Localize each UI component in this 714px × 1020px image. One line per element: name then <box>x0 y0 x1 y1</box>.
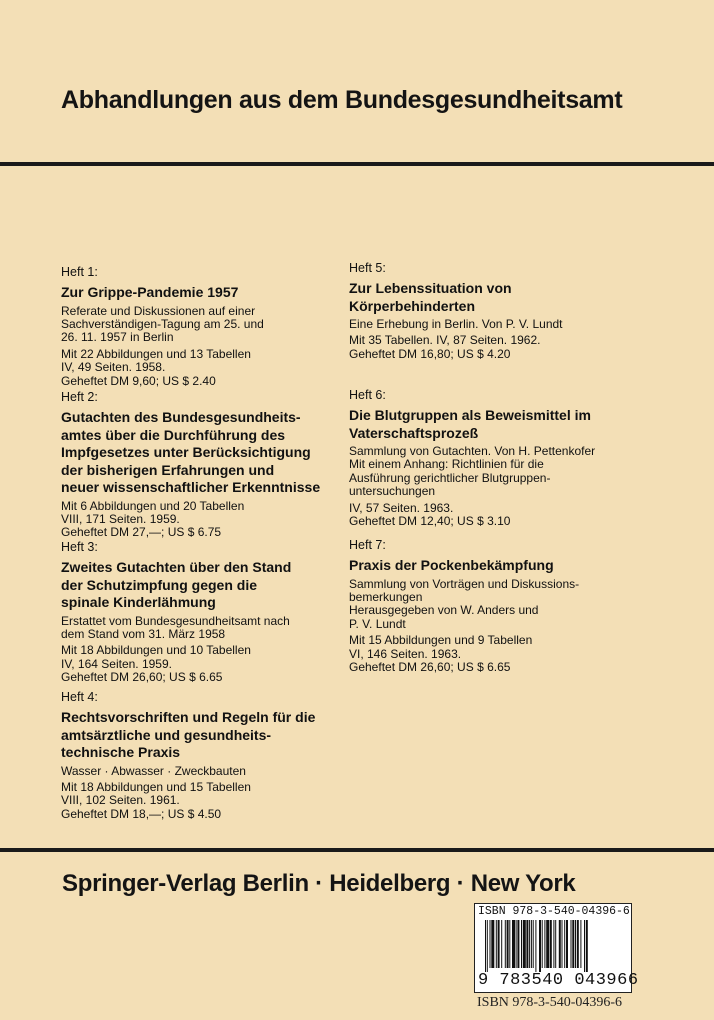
heft-title-line: amtsärztliche und gesundheits- <box>61 726 272 743</box>
barcode-bar <box>487 920 488 972</box>
heft-title-line: Die Blutgruppen als Beweismittel im <box>349 407 591 423</box>
heft-detail-line: Geheftet DM 9,60; US $ 2.40 <box>61 373 216 388</box>
heft-detail-line: VIII, 171 Seiten. 1959. <box>61 511 180 526</box>
barcode-bar <box>566 920 568 968</box>
heft-detail-line: Sammlung von Vorträgen und Diskussions- <box>349 576 580 591</box>
heft-detail-line: Mit 18 Abbildungen und 10 Tabellen <box>61 643 251 658</box>
heft-detail-line: Geheftet DM 18,—; US $ 4.50 <box>61 806 222 821</box>
catalog-entry <box>349 388 639 528</box>
heft-title-line: Praxis der Pockenbekämpfung <box>349 557 554 573</box>
heft-detail-line: dem Stand vom 31. März 1958 <box>61 626 226 641</box>
heft-title <box>61 559 351 612</box>
barcode-bar <box>498 920 500 968</box>
heft-detail-line: Mit 22 Abbildungen und 13 Tabellen <box>61 346 251 361</box>
heft-detail-line: Herausgegeben von W. Anders und <box>349 603 539 618</box>
heft-title <box>61 709 351 762</box>
isbn-label-bottom: ISBN 978-3-540-04396-6 <box>477 995 623 1010</box>
heft-detail-line: IV, 164 Seiten. 1959. <box>61 656 172 671</box>
barcode-bar <box>544 920 545 968</box>
barcode-bar <box>516 920 517 968</box>
heft-detail-line: Mit 35 Tabellen. IV, 87 Seiten. 1962. <box>349 333 541 348</box>
barcode-digits: 9 783540 043966 <box>478 971 639 990</box>
heft-title <box>61 284 351 302</box>
barcode-bar <box>512 920 515 968</box>
heft-detail-line: Mit 15 Abbildungen und 9 Tabellen <box>349 633 533 648</box>
barcode-bar <box>485 920 486 972</box>
heft-detail-line: Mit einem Anhang: Richtlinien für die <box>349 457 544 472</box>
barcode-bar <box>521 920 522 968</box>
heft-detail-line: VIII, 102 Seiten. 1961. <box>61 793 180 808</box>
heft-detail-line: Erstattet vom Bundesgesundheitsamt nach <box>61 613 290 628</box>
barcode-bar <box>491 920 494 968</box>
barcode-bar <box>509 920 510 968</box>
heft-detail-line: Geheftet DM 27,—; US $ 6.75 <box>61 525 222 540</box>
heft-title-line: Vaterschaftsprozeß <box>349 424 479 441</box>
heft-detail-line: Geheftet DM 26,60; US $ 6.65 <box>61 670 223 685</box>
barcode-bar <box>490 920 491 968</box>
barcode-bar <box>535 920 536 972</box>
barcode-bar <box>542 920 543 968</box>
barcode-bar <box>546 920 549 968</box>
barcode-bar <box>562 920 563 968</box>
heft-title-line: der Schutzimpfung gegen die <box>61 576 258 593</box>
heft-detail-line: bemerkungen <box>349 589 423 604</box>
heft-number: Heft 3: <box>61 540 98 554</box>
catalog-entry <box>61 390 351 540</box>
heft-detail-line: Referate und Diskussionen auf einer <box>61 303 256 318</box>
barcode-bar <box>550 920 552 968</box>
heft-title <box>349 407 639 442</box>
heft-title-line: neuer wissenschaftlicher Erkenntnisse <box>61 479 321 495</box>
series-title: Abhandlungen aus dem Bundesgesundheitsamt <box>61 86 623 114</box>
barcode-bar <box>529 920 530 968</box>
barcode-bar <box>575 920 576 968</box>
barcode-bar <box>586 920 588 972</box>
heft-detail-line: Geheftet DM 26,60; US $ 6.65 <box>349 659 511 674</box>
heft-title-line: Impfgesetzes unter Berücksichtigung <box>61 444 311 460</box>
heft-detail-line: IV, 49 Seiten. 1958. <box>61 360 166 375</box>
barcode-bar <box>564 920 565 968</box>
barcode-bar <box>523 920 526 968</box>
heft-number: Heft 6: <box>349 388 386 402</box>
heft-number: Heft 2: <box>61 390 98 404</box>
bottom-rule <box>0 848 714 852</box>
catalog-entry <box>349 538 639 674</box>
heft-detail-line: Geheftet DM 12,40; US $ 3.10 <box>349 514 511 529</box>
barcode-bar <box>539 920 541 972</box>
barcode-bar <box>496 920 497 968</box>
heft-detail-line: Sammlung von Gutachten. Von H. Pettenkofer <box>349 444 596 458</box>
heft-title-line: Zweites Gutachten über den Stand <box>61 559 292 575</box>
heft-number: Heft 5: <box>349 261 386 275</box>
barcode-bar <box>553 920 554 968</box>
heft-title-line: Körperbehinderten <box>349 297 476 314</box>
heft-detail-line: 26. 11. 1957 in Berlin <box>61 330 174 345</box>
barcode-bar <box>505 920 506 968</box>
barcode-bar <box>555 920 556 968</box>
barcode-icon <box>485 920 621 972</box>
publisher-imprint: Springer-Verlag Berlin · Heidelberg · New York <box>62 870 576 897</box>
heft-detail-line: Sachverständigen-Tagung am 25. und <box>61 316 264 331</box>
heft-title-line: technische Praxis <box>61 744 181 760</box>
heft-title-line: Zur Grippe-Pandemie 1957 <box>61 284 239 300</box>
heft-title-line: Gutachten des Bundesgesundheits- <box>61 409 301 425</box>
barcode-bar <box>571 920 572 968</box>
heft-title <box>349 557 639 575</box>
barcode-bar <box>501 920 502 968</box>
heft-detail-line: Geheftet DM 16,80; US $ 4.20 <box>349 346 511 361</box>
barcode-bar <box>526 920 528 968</box>
barcode-bar <box>577 920 579 968</box>
heft-detail-line: IV, 57 Seiten. 1963. <box>349 500 454 515</box>
heft-title-line: Zur Lebenssituation von <box>349 280 512 296</box>
heft-detail-line: untersuchungen <box>349 484 436 499</box>
heft-detail-line: Eine Erhebung in Berlin. Von P. V. Lundt <box>349 317 563 331</box>
heft-number: Heft 1: <box>61 265 98 279</box>
heft-title <box>61 409 351 497</box>
barcode-bar <box>517 920 519 968</box>
barcode-bar <box>584 920 585 972</box>
heft-title <box>349 280 639 315</box>
heft-number: Heft 7: <box>349 538 386 552</box>
heft-detail-line: Ausführung gerichtlicher Blutgruppen- <box>349 470 551 485</box>
catalog-entry <box>349 261 639 361</box>
barcode-bar <box>533 920 534 968</box>
heft-detail-line: VI, 146 Seiten. 1963. <box>349 646 462 661</box>
isbn-label-top: ISBN 978-3-540-04396-6 <box>478 905 630 918</box>
barcode-bar <box>507 920 509 968</box>
heft-detail-line: Mit 18 Abbildungen und 15 Tabellen <box>61 779 251 794</box>
barcode-bar <box>580 920 581 968</box>
heft-number: Heft 4: <box>61 690 98 704</box>
heft-detail-line: P. V. Lundt <box>349 616 406 631</box>
catalog-entry <box>61 690 351 821</box>
heft-title-line: der bisherigen Erfahrungen und <box>61 461 275 478</box>
isbn-barcode-label <box>474 903 639 993</box>
barcode-bar <box>572 920 574 968</box>
heft-title-line: amtes über die Durchführung des <box>61 426 286 443</box>
catalog-entry <box>61 265 351 388</box>
barcode-bar <box>531 920 532 968</box>
catalog-entry <box>61 540 351 685</box>
top-rule <box>0 162 714 166</box>
heft-detail-line: Mit 6 Abbildungen und 20 Tabellen <box>61 498 245 513</box>
heft-title-line: spinale Kinderlähmung <box>61 594 216 610</box>
heft-detail-line: Wasser · Abwasser · Zweckbauten <box>61 763 246 778</box>
barcode-bar <box>559 920 561 968</box>
heft-title-line: Rechtsvorschriften und Regeln für die <box>61 709 316 725</box>
